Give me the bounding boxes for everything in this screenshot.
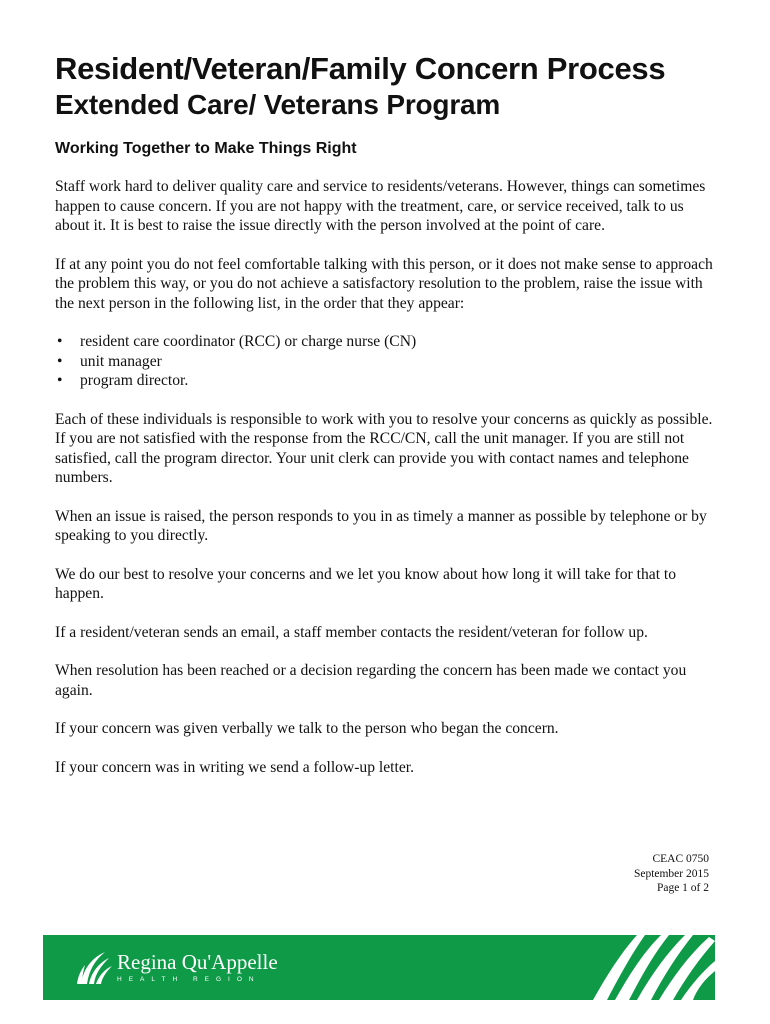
form-code: CEAC 0750	[652, 853, 709, 865]
document-date: September 2015	[633, 867, 709, 880]
wheat-sheaf-icon	[75, 948, 115, 988]
list-item	[55, 332, 715, 352]
bullet-icon: •	[57, 372, 63, 389]
document-meta	[634, 852, 709, 896]
paragraph-timeline: We do our best to resolve your concerns and we let you know about how long it will take for that to happen.	[55, 565, 677, 602]
bullet-icon: •	[57, 352, 63, 370]
escalation-list	[55, 332, 715, 391]
paragraph-written: If your concern was in writing we send a follow-up letter.	[55, 758, 414, 776]
paragraph-verbal: If your concern was given verbally we talk to the person who began the concern.	[55, 720, 559, 737]
list-item-text: program director.	[80, 372, 189, 389]
paragraph-resolution: When resolution has been reached or a decision regarding the concern has been made we contact you again.	[55, 662, 687, 699]
paragraph-email: If a resident/veteran sends an email, a staff member contacts the resident/veteran for follow up.	[55, 623, 648, 641]
list-item	[55, 371, 715, 391]
bullet-icon: •	[57, 333, 63, 350]
paragraph-intro: Staff work hard to deliver quality care and service to residents/veterans. However, things can sometimes happen to cause concern. If you are not happy with the treatment, care, or service received, talk to us about it. It is best to raise the issue directly with the person involved at the point of care.	[55, 178, 706, 234]
regina-quappelle-logo	[75, 945, 278, 991]
document-subtitle: Extended Care/ Veterans Program	[55, 89, 501, 120]
logo-name: Regina Qu'Appelle	[117, 950, 278, 974]
list-item-text: resident care coordinator (RCC) or charge nurse (CN)	[80, 333, 417, 350]
footer-banner	[43, 935, 715, 1000]
document-page	[55, 50, 715, 796]
section-heading: Working Together to Make Things Right	[55, 140, 357, 157]
document-title: Resident/Veteran/Family Concern Process	[55, 51, 666, 86]
page-number: Page 1 of 2	[656, 882, 709, 894]
paragraph-responsibility: Each of these individuals is responsible to work with you to resolve your concerns as quickly as possible. If you are not satisfied with the response from the RCC/CN, call the unit manager. If you are still not satisfied, call the program director. Your unit clerk can provide you with contact names and telephone numbers.	[55, 410, 713, 486]
paragraph-response: When an issue is raised, the person responds to you in as timely a manner as possible by telephone or by speaking to you directly.	[55, 507, 707, 544]
green-stripes-icon	[585, 935, 715, 1000]
list-item	[55, 352, 715, 372]
list-item-text: unit manager	[80, 352, 162, 370]
paragraph-escalation: If at any point you do not feel comfortable talking with this person, or it does not make sense to approach the problem this way, or you do not achieve a satisfactory resolution to the problem, raise the issue with the next person in the following list, in the order that they appear:	[55, 255, 713, 312]
logo-subtitle: HEALTH REGION	[117, 976, 261, 983]
